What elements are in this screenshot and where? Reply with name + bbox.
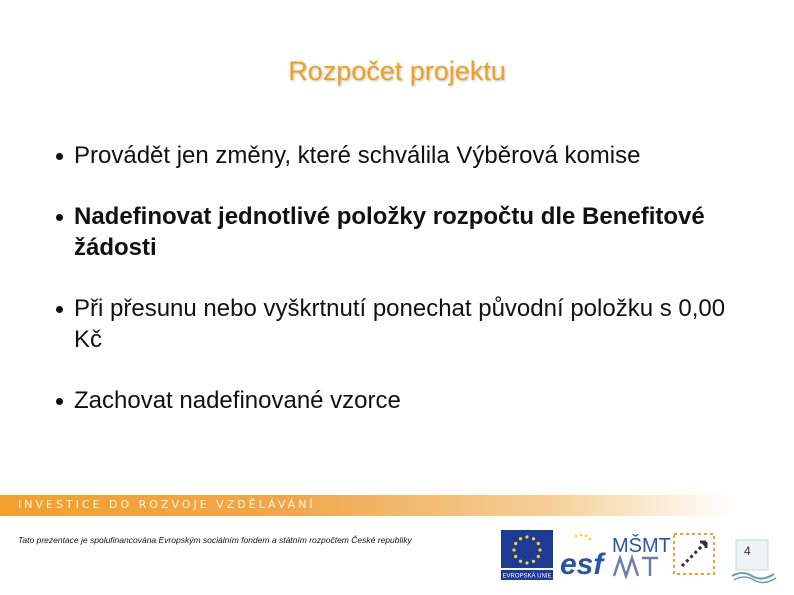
bullet-text: Provádět jen změny, které schválila Výběrová komise: [74, 142, 641, 169]
esf-logo: [558, 530, 604, 580]
bullet-dot-icon: [56, 153, 63, 160]
bullet-list: [52, 140, 752, 416]
bullet-item: [52, 201, 752, 263]
eu-flag-logo: [501, 530, 553, 580]
esf-text: esf: [560, 548, 604, 581]
banner-text: INVESTICE DO ROZVOJE VZDĚLÁVÁNÍ: [18, 498, 316, 511]
msmt-logo: [608, 530, 671, 580]
bullet-item: [52, 385, 752, 416]
eu-caption: EVROPSKÁ UNIE: [502, 573, 552, 580]
bullet-dot-icon: [56, 214, 63, 221]
page-number: 4: [744, 544, 751, 558]
bullet-dot-icon: [56, 398, 63, 405]
bullet-text: Při přesunu nebo vyškrtnutí ponechat původní položku s 0,00 Kč: [74, 295, 726, 353]
op-vk-logo: [670, 530, 722, 582]
bullet-dot-icon: [56, 306, 63, 313]
msmt-text: MŠMT: [612, 535, 671, 557]
bullet-text: Zachovat nadefinované vzorce: [74, 387, 401, 414]
slide-title: Rozpočet projektu: [288, 56, 506, 86]
footer-banner: [0, 495, 732, 516]
bullet-text: Nadefinovat jednotlivé položky rozpočtu dle Benefitové žádosti: [74, 203, 705, 261]
bullet-item: [52, 140, 752, 171]
bullet-item: [52, 293, 752, 355]
funding-footnote: Tato prezentace je spolufinancována Evropským sociálním fondem a státním rozpočtem České republiky: [18, 535, 412, 545]
page-number-decoration: [728, 534, 778, 584]
